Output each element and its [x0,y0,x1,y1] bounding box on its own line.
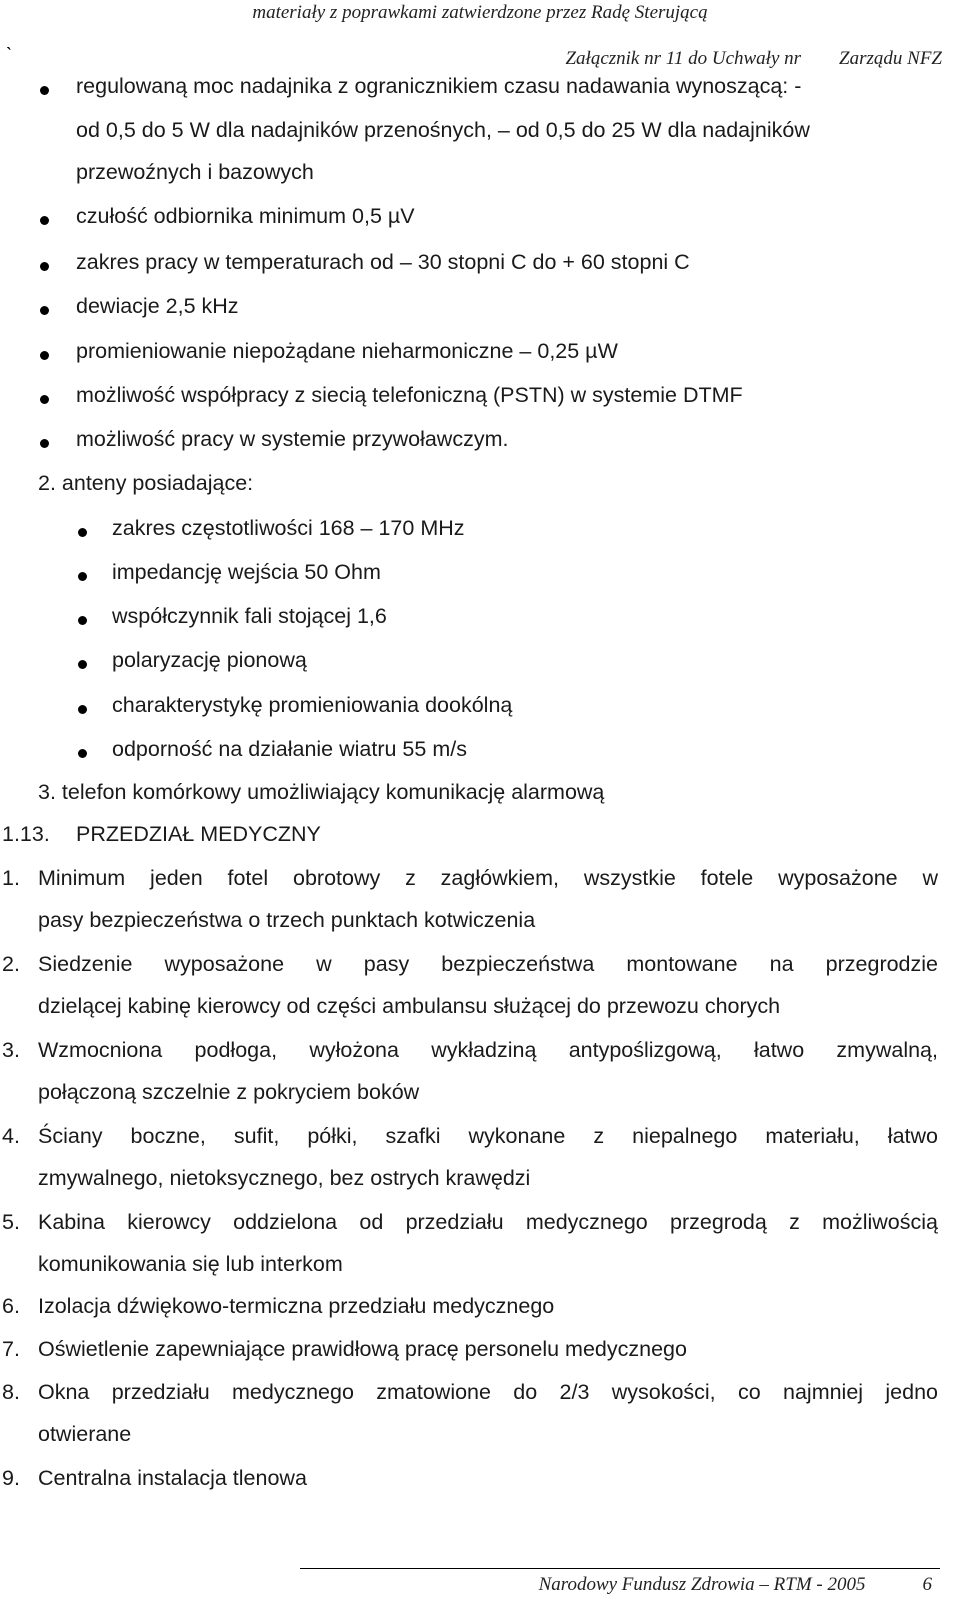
item2-b4: polaryzację pionową [112,648,307,672]
numbered-1-num: 1. [2,866,20,890]
bullet-icon [78,616,87,625]
numbered-5-line1: Kabina kierowcy oddzielona od przedziału medycznego przegrodą z możliwością [38,1210,938,1234]
bullet-icon [78,660,87,669]
list1-b5: promieniowanie niepożądane nieharmoniczne – 0,25 µW [76,339,618,363]
bullet-icon [78,705,87,714]
numbered-5-num: 5. [2,1210,20,1234]
item2-b3: współczynnik fali stojącej 1,6 [112,604,387,628]
list1-b4: dewiacje 2,5 kHz [76,294,239,318]
numbered-4-line1: Ściany boczne, sufit, półki, szafki wykonane z niepalnego materiału, łatwo [38,1124,938,1148]
header-attachment: Załącznik nr 11 do Uchwały nr Zarządu NFZ [565,48,942,69]
numbered-6-line1: Izolacja dźwiękowo-termiczna przedziału medycznego [38,1294,555,1318]
numbered-6-num: 6. [2,1294,20,1318]
item2-b1: zakres częstotliwości 168 – 170 MHz [112,516,465,540]
section-title: PRZEDZIAŁ MEDYCZNY [76,822,321,846]
list1-b1-line1: regulowaną moc nadajnika z ogranicznikiem czasu nadawania wynoszącą: - [76,74,802,98]
bullet-icon [40,216,49,225]
bullet-icon [40,306,49,315]
bullet-icon [78,749,87,758]
bullet-icon [40,262,49,271]
bullet-icon [40,86,49,95]
list1-b7: możliwość pracy w systemie przywoławczym. [76,427,509,451]
footer-rule [300,1568,940,1569]
numbered-7-line1: Oświetlenie zapewniające prawidłową pracę personelu medycznego [38,1337,687,1361]
numbered-3-line1: Wzmocniona podłoga, wyłożona wykładziną antypoślizgową, łatwo zmywalną, [38,1038,938,1062]
list1-b1-line2: od 0,5 do 5 W dla nadajników przenośnych, – od 0,5 do 25 W dla nadajników [76,118,810,142]
numbered-5-line2: komunikowania się lub interkom [38,1252,343,1276]
list1-b2: czułość odbiornika minimum 0,5 µV [76,204,415,228]
numbered-8-line2: otwierane [38,1422,132,1446]
bullet-icon [40,439,49,448]
item2-b5: charakterystykę promieniowania dookólną [112,693,513,717]
header-tick: ` [4,44,11,66]
numbered-3-line2: połączoną szczelnie z pokryciem boków [38,1080,420,1104]
numbered-8-line1: Okna przedziału medycznego zmatowione do 2/3 wysokości, co najmniej jedno [38,1380,938,1404]
item3: 3. telefon komórkowy umożliwiający komunikację alarmową [38,780,605,804]
numbered-2-line1: Siedzenie wyposażone w pasy bezpieczeństwa montowane na przegrodzie [38,952,938,976]
list1-b1-line3: przewoźnych i bazowych [76,160,314,184]
numbered-8-num: 8. [2,1380,20,1404]
header-top-line: materiały z poprawkami zatwierdzone przez Radę Sterującą [252,2,708,23]
numbered-2-line2: dzielącej kabinę kierowcy od części ambulansu służącej do przewozu chorych [38,994,781,1018]
bullet-icon [40,395,49,404]
numbered-4-num: 4. [2,1124,20,1148]
item2-b2: impedancję wejścia 50 Ohm [112,560,381,584]
numbered-7-num: 7. [2,1337,20,1361]
numbered-2-num: 2. [2,952,20,976]
list1-b6: możliwość współpracy z siecią telefoniczną (PSTN) w systemie DTMF [76,383,743,407]
numbered-1-line1: Minimum jeden fotel obrotowy z zagłówkiem, wszystkie fotele wyposażone w [38,866,938,890]
numbered-1-line2: pasy bezpieczeństwa o trzech punktach kotwiczenia [38,908,536,932]
bullet-icon [40,351,49,360]
footer-text: Narodowy Fundusz Zdrowia – RTM - 2005 6 [538,1574,932,1595]
list1-b3: zakres pracy w temperaturach od – 30 stopni C do + 60 stopni C [76,250,690,274]
section-number: 1.13. [2,822,50,846]
numbered-3-num: 3. [2,1038,20,1062]
numbered-4-line2: zmywalnego, nietoksycznego, bez ostrych krawędzi [38,1166,531,1190]
bullet-icon [78,572,87,581]
numbered-9-line1: Centralna instalacja tlenowa [38,1466,307,1490]
numbered-9-num: 9. [2,1466,20,1490]
item2-heading: 2. anteny posiadające: [38,471,254,495]
bullet-icon [78,528,87,537]
item2-b6: odporność na działanie wiatru 55 m/s [112,737,467,761]
